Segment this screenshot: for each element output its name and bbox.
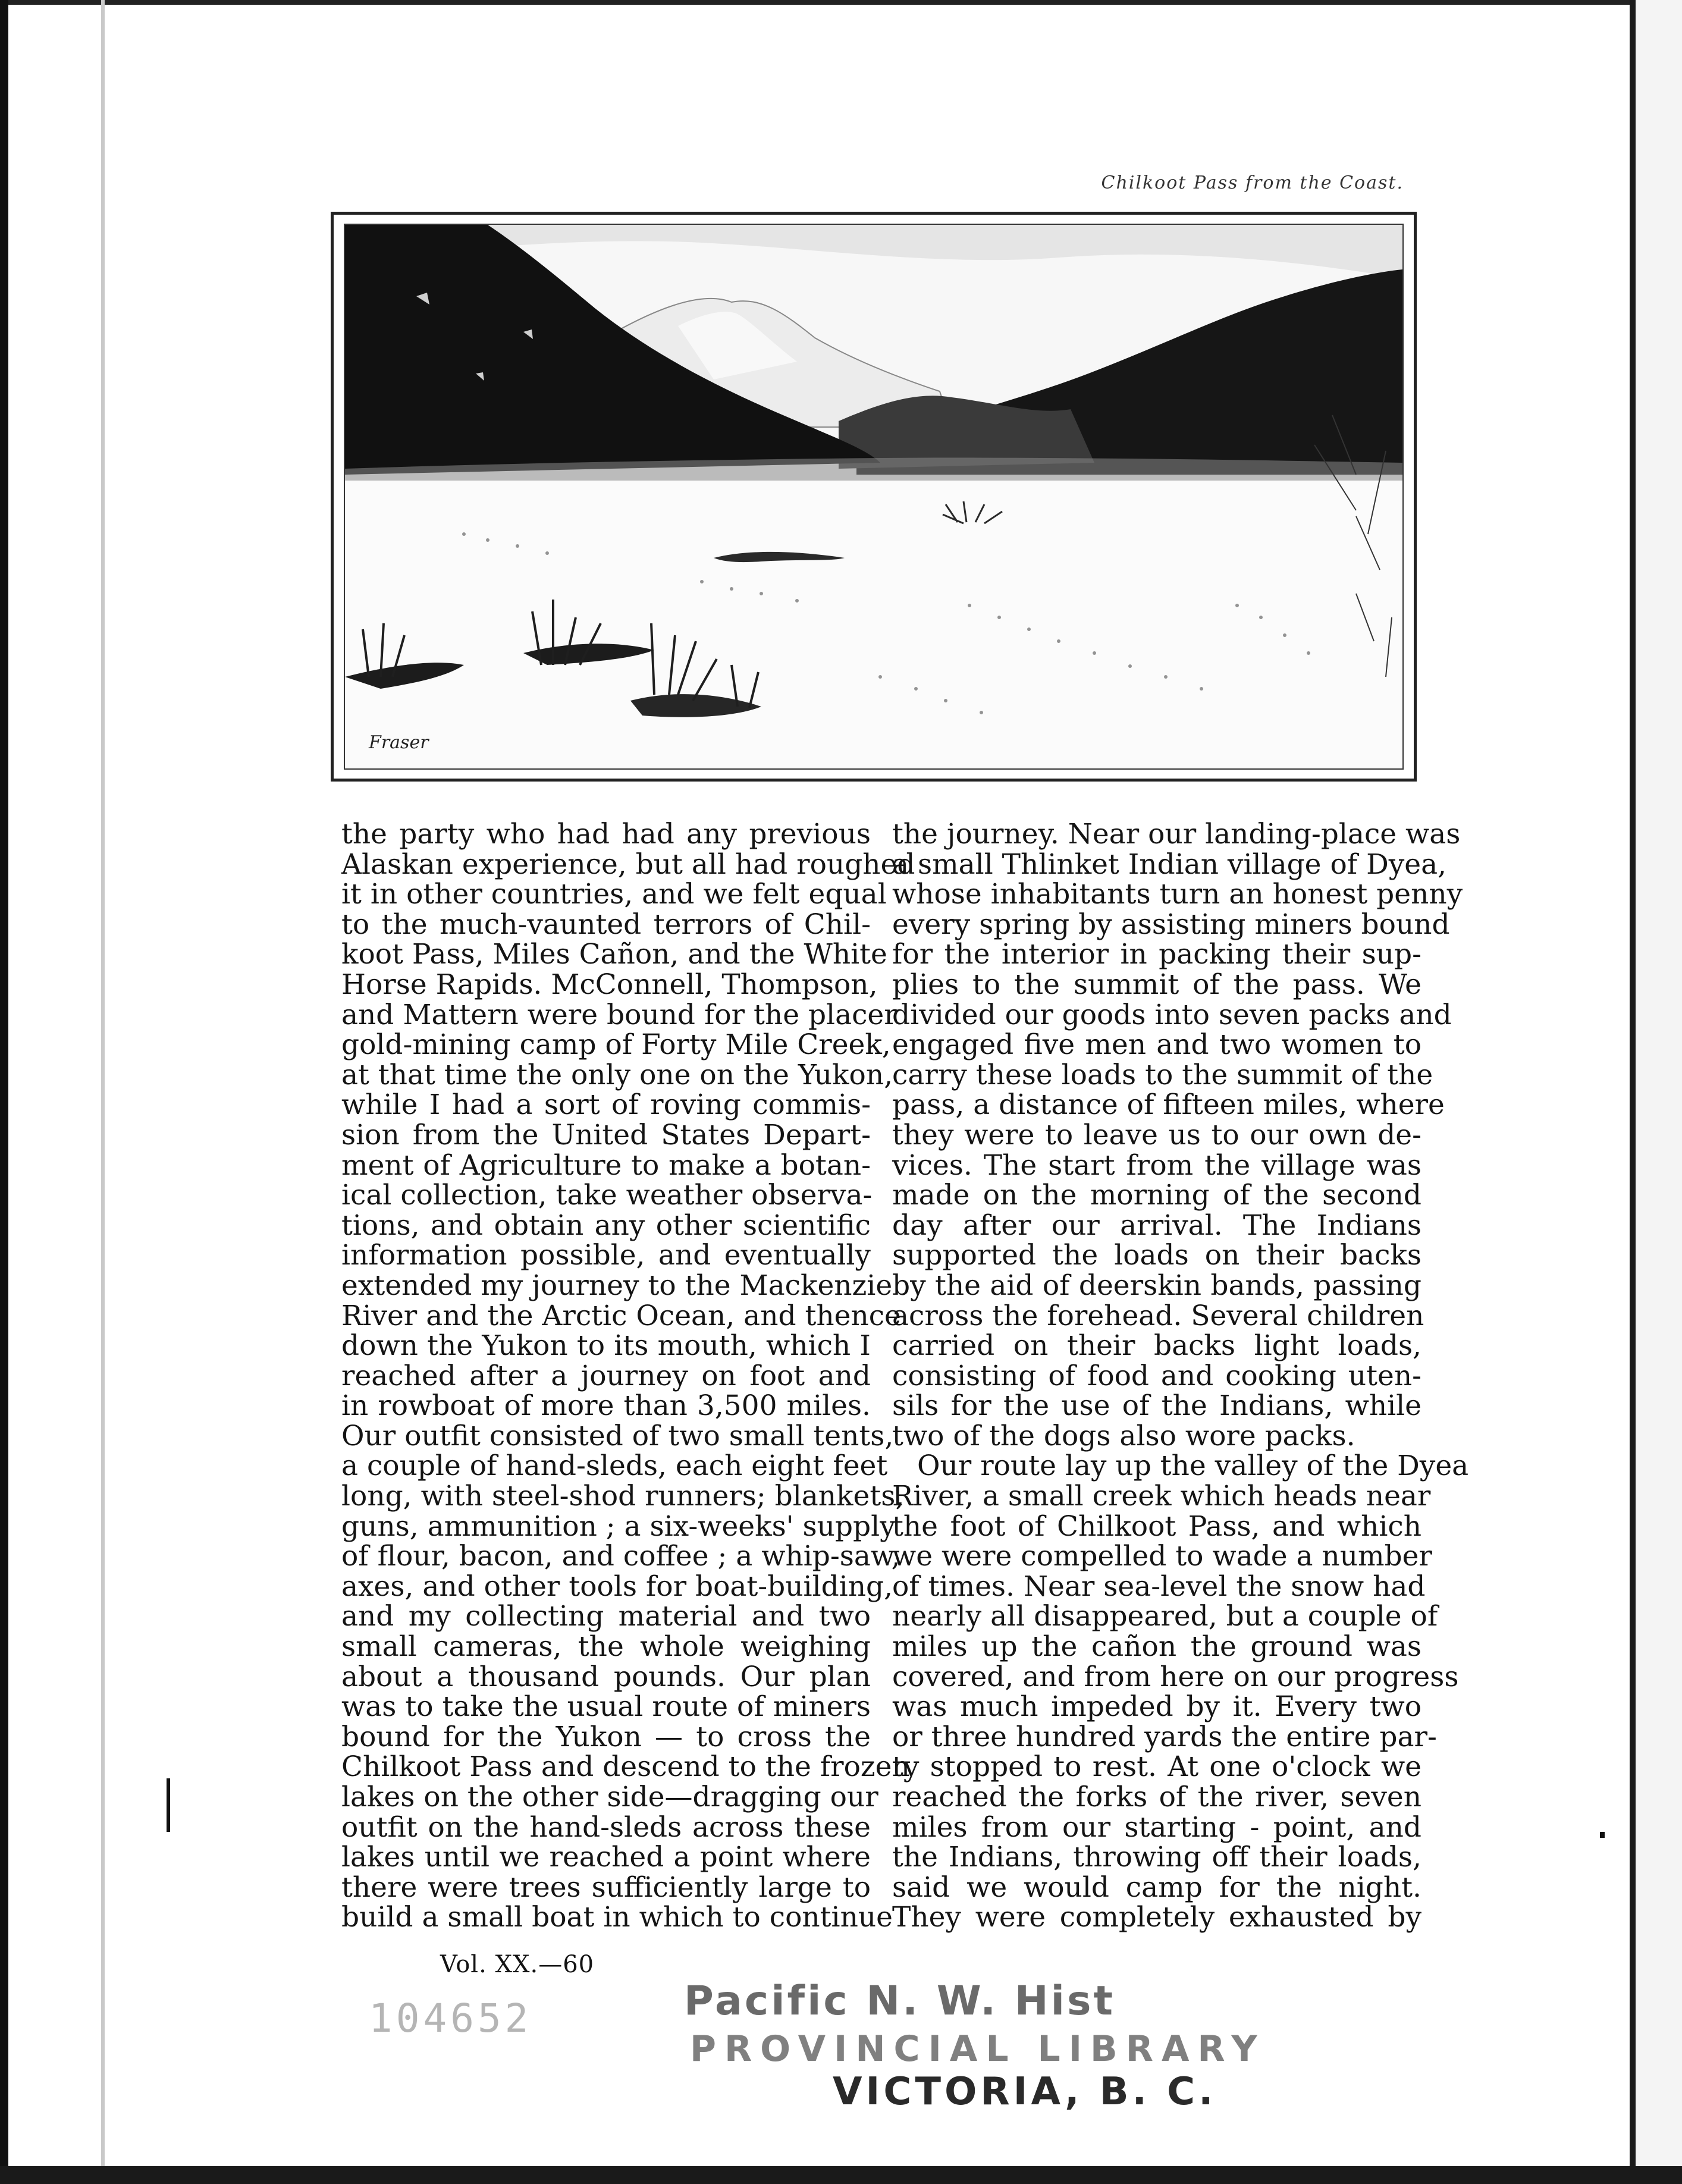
text-column-right <box>892 818 1469 1934</box>
text-line: two of the dogs also wore packs. <box>892 1419 1355 1452</box>
text-line: and Mattern were bound for the placer <box>341 998 898 1031</box>
text-line: koot Pass, Miles Cañon, and the White <box>341 938 887 971</box>
plate-caption: Chilkoot Pass from the Coast. <box>1101 172 1404 193</box>
text-line: covered, and from here on our progress <box>892 1660 1459 1693</box>
text-line: a couple of hand-sleds, each eight feet <box>341 1449 888 1483</box>
next-page-margin <box>1636 0 1682 2184</box>
text-line: lakes until we reached a point where <box>341 1841 871 1874</box>
text-line: there were trees sufficiently large to <box>341 1871 871 1904</box>
scan-left-edge <box>0 0 8 2184</box>
text-line: They were completely exhausted by <box>892 1901 1421 1934</box>
text-line: day after our arrival. The Indians <box>892 1209 1421 1242</box>
text-line: engaged five men and two women to <box>892 1028 1421 1062</box>
text-line: of times. Near sea-level the snow had <box>892 1570 1426 1603</box>
text-line: at that time the only one on the Yukon, <box>341 1058 893 1091</box>
volume-folio: Vol. XX.—60 <box>440 1951 595 1978</box>
text-line: to the much-vaunted terrors of Chil- <box>341 908 871 941</box>
library-stamp-line-3: VICTORIA, B. C. <box>833 2070 1217 2114</box>
text-line: River, a small creek which heads near <box>892 1480 1431 1513</box>
text-line: ical collection, take weather observa- <box>341 1179 873 1212</box>
text-line: about a thousand pounds. Our plan <box>341 1660 871 1693</box>
text-line: was to take the usual route of miners <box>341 1690 871 1724</box>
page-right-edge <box>1630 0 1636 2184</box>
text-line: a small Thlinket Indian village of Dyea, <box>892 848 1447 881</box>
text-line: River and the Arctic Ocean, and thence <box>341 1299 901 1332</box>
text-line: for the interior in packing their sup- <box>892 938 1421 971</box>
text-line: Our route lay up the valley of the Dyea <box>917 1449 1469 1483</box>
text-line: Our outfit consisted of two small tents, <box>341 1419 894 1452</box>
text-line: gold-mining camp of Forty Mile Creek, <box>341 1028 891 1062</box>
text-line: Chilkoot Pass and descend to the frozen <box>341 1750 910 1784</box>
text-line: sion from the United States Depart- <box>341 1118 871 1151</box>
text-line: sils for the use of the Indians, while <box>892 1389 1421 1423</box>
text-line: in rowboat of more than 3,500 miles. <box>341 1389 871 1423</box>
text-line: was much impeded by it. Every two <box>892 1690 1421 1724</box>
scan-top-edge <box>0 0 1682 5</box>
text-line: reached after a journey on foot and <box>341 1359 871 1392</box>
text-line: the Indians, throwing off their loads, <box>892 1841 1421 1874</box>
scan-bottom-edge <box>0 2166 1682 2184</box>
binding-gutter <box>101 0 105 2184</box>
text-line: pass, a distance of fifteen miles, where <box>892 1088 1445 1122</box>
text-line: lakes on the other side—dragging our <box>341 1781 878 1813</box>
text-line: made on the morning of the second <box>892 1179 1421 1212</box>
text-line: ment of Agriculture to make a botan- <box>341 1149 871 1182</box>
illustration-chilkoot-pass <box>344 224 1404 770</box>
text-column-left <box>341 818 915 1934</box>
text-line: the foot of Chilkoot Pass, and which <box>892 1510 1421 1543</box>
accession-number: 104652 <box>369 1995 532 2041</box>
text-line: said we would camp for the night. <box>892 1871 1421 1904</box>
margin-mark <box>1600 1832 1605 1838</box>
text-line: plies to the summit of the pass. We <box>892 968 1421 1001</box>
artist-signature: Fraser <box>369 732 429 753</box>
library-stamp-line-1: Pacific N. W. Hist <box>684 1978 1115 2025</box>
text-line: we were compelled to wade a number <box>892 1540 1432 1573</box>
text-line: every spring by assisting miners bound <box>892 908 1450 941</box>
text-line: by the aid of deerskin bands, passing <box>892 1269 1421 1302</box>
text-line: divided our goods into seven packs and <box>892 998 1452 1031</box>
text-line: information possible, and eventually <box>341 1239 871 1272</box>
text-line: it in other countries, and we felt equal <box>341 878 887 911</box>
margin-mark <box>167 1778 170 1832</box>
text-line: whose inhabitants turn an honest penny <box>892 878 1463 911</box>
text-line: of flour, bacon, and coffee ; a whip-saw, <box>341 1540 900 1573</box>
landscape-drawing <box>345 225 1402 768</box>
text-line: vices. The start from the village was <box>892 1149 1421 1182</box>
text-line: bound for the Yukon — to cross the <box>341 1720 871 1753</box>
text-line: tions, and obtain any other scientific <box>341 1209 871 1242</box>
text-line: miles up the cañon the ground was <box>892 1630 1421 1664</box>
text-line: reached the forks of the river, seven <box>892 1781 1421 1813</box>
text-line: nearly all disappeared, but a couple of <box>892 1600 1438 1633</box>
text-line: miles from our starting - point, and <box>892 1810 1421 1844</box>
text-line: long, with steel-shod runners; blankets, <box>341 1480 905 1513</box>
text-line: small cameras, the whole weighing <box>341 1630 871 1664</box>
text-line: supported the loads on their backs <box>892 1239 1421 1272</box>
text-line: axes, and other tools for boat-building, <box>341 1570 893 1603</box>
text-line: the journey. Near our landing-place was <box>892 818 1461 851</box>
text-line: outfit on the hand-sleds across these <box>341 1810 871 1844</box>
text-line: carry these loads to the summit of the <box>892 1058 1433 1091</box>
text-line: down the Yukon to its mouth, which I <box>341 1329 871 1363</box>
text-line: while I had a sort of roving commis- <box>341 1088 871 1122</box>
text-line: extended my journey to the Mackenzie <box>341 1269 893 1302</box>
text-line: ty stopped to rest. At one o'clock we <box>892 1750 1421 1784</box>
text-line: build a small boat in which to continue <box>341 1901 893 1934</box>
text-line: guns, ammunition ; a six-weeks' supply <box>341 1510 896 1543</box>
text-line: Alaskan experience, but all had roughed <box>341 848 915 881</box>
library-stamp-line-2: PROVINCIAL LIBRARY <box>690 2028 1266 2070</box>
text-line: carried on their backs light loads, <box>892 1329 1421 1363</box>
text-line: they were to leave us to our own de- <box>892 1118 1421 1151</box>
text-line: consisting of food and cooking uten- <box>892 1359 1421 1392</box>
text-line: and my collecting material and two <box>341 1600 871 1633</box>
text-line: the party who had had any previous <box>341 818 871 851</box>
text-line: or three hundred yards the entire par- <box>892 1720 1437 1753</box>
text-line: Horse Rapids. McConnell, Thompson, <box>341 968 878 1001</box>
text-line: across the forehead. Several children <box>892 1299 1424 1332</box>
